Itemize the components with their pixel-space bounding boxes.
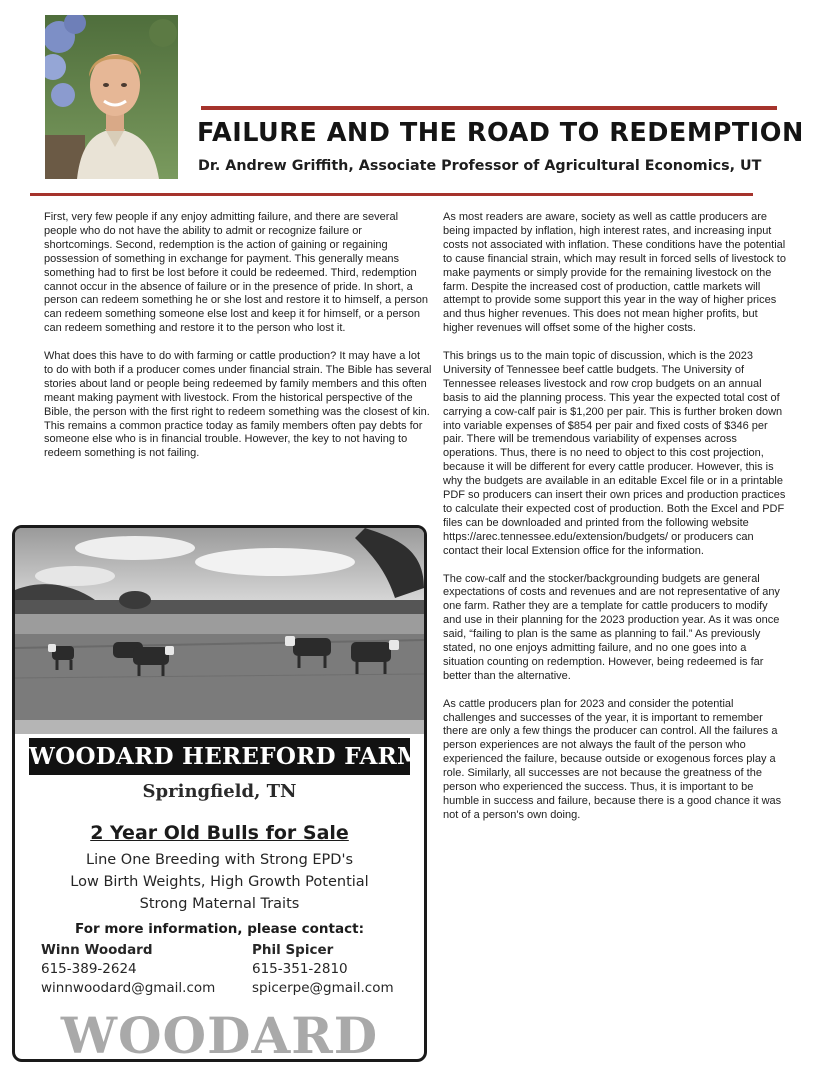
contact-heading: For more information, please contact:: [75, 921, 364, 937]
farm-advertisement: [12, 525, 427, 1062]
article-column-right: [443, 211, 788, 837]
contact-block: [41, 941, 215, 998]
contact-block: [252, 941, 394, 998]
contact-email: winnwoodard@gmail.com: [41, 980, 216, 996]
contact-phone: 615-351-2810: [252, 961, 348, 977]
cattle-pasture-photo: [15, 528, 424, 734]
author-photo: [45, 15, 178, 179]
contact-name: Winn Woodard: [41, 942, 153, 958]
article-paragraph: This brings us to the main topic of discussion, which is the 2023 University of Tennessee beef cattle budgets. The University of Tennessee releases livestock and row crop budgets on an annual basis to aid the planning process. This year the expected total cost of carrying a cow-calf pair is $1,200 per pair. This is further broken down into variable expenses of $854 per pair and fixed costs of $346 per pair. There will be tremendous variability of expenses across operations. Thus, there is no need to object to this cost projection, because it will be different for every cattle producer. However, this is why the budgets are available in an editable Excel file or in a printable PDF so producers can insert their own prices and production practices to calculate their expected cost of production. Both the Excel and PDF files can be downloaded and printed from the following website https://arec.tennessee.edu/extension/budgets/ or producers can contact their local Extension office for the information.: [443, 350, 786, 557]
farm-watermark-logo: WOODARD: [60, 1006, 379, 1062]
article-column-left: [44, 211, 432, 475]
article-title: FAILURE AND THE ROAD TO REDEMPTION: [197, 118, 804, 148]
ad-feature: Low Birth Weights, High Growth Potential: [70, 874, 369, 890]
header-rule-bottom: [30, 193, 753, 196]
contact-phone: 615-389-2624: [41, 961, 137, 977]
article-paragraph: As most readers are aware, society as well as cattle producers are being impacted by inflation, high interest rates, and increasing input costs not associated with inflation. These conditions have the potential to cause financial strain, which may result in forced sells of livestock to make payments or simply provide for the remaining livestock on the farm. Despite the increased cost of production, cattle markets will attempt to provide some support this year in the way of higher prices and thus higher revenues. This does not mean higher profits, but higher revenues will offset some of the higher costs.: [443, 211, 786, 335]
ad-headline: 2 Year Old Bulls for Sale: [90, 822, 349, 844]
ad-feature: Line One Breeding with Strong EPD's: [85, 852, 354, 868]
article-paragraph: First, very few people if any enjoy admitting failure, and there are several people who do not have the ability to admit or recognize failure or shortcomings. Second, redemption is the action of gaining or regaining possession of something in exchange for payment. This generally means something had to first be lost before it could be redeemed. Third, redemption cannot occur in the absence of failure or in the presence of pride. In short, a person can redeem something he or she lost and restore it to himself, a person can redeem something someone else lost and keep it for himself, or a person can redeem something and restore it to the person who lost it.: [44, 211, 428, 335]
contact-email: spicerpe@gmail.com: [252, 980, 394, 996]
header-rule-top: [201, 106, 777, 110]
article-paragraph: What does this have to do with farming or cattle production? It may have a lot to do with both if a producer comes under financial strain. The Bible has several stories about land or people being redeemed by family members and this often meant making payment with livestock. From the historical perspective of the Bible, the person with the first right to redeem something was the closest of kin. This remains a common practice today as family members often pay debts for someone else who is in financial trouble. However, the key to not having to redeem something is not failing.: [44, 350, 432, 460]
article-paragraph: The cow-calf and the stocker/backgrounding budgets are general expectations of costs and revenues and are not representative of any one farm. Rather they are a template for cattle producers to modify and use in their planning for the 2023 production year. As it was once said, “failing to plan is the same as planning to fail.” As previously stated, no one enjoys admitting failure, and no one goes into a situation counting on redemption. However, being redeemed is far better than the alternative.: [443, 572, 780, 682]
article-paragraph: As cattle producers plan for 2023 and consider the potential challenges and successes of the year, it is important to remember there are only a few things the producer can control. All the failures a person experiences are not always the fault of the person who experienced the failure, because outside or exogenous forces play a role. Similarly, all successes are not because the greatness of the person who experienced the success. Thus, it is important to be humble in success and failure, because there is a good chance it was not of a person's own doing.: [443, 697, 782, 821]
farm-name-banner: WOODARD HEREFORD FARM: [29, 738, 410, 775]
ad-feature: Strong Maternal Traits: [139, 896, 300, 912]
farm-location: Springfield, TN: [142, 781, 297, 802]
article-byline: Dr. Andrew Griffith, Associate Professor of Agricultural Economics, UT: [198, 158, 762, 174]
contact-name: Phil Spicer: [252, 942, 334, 958]
